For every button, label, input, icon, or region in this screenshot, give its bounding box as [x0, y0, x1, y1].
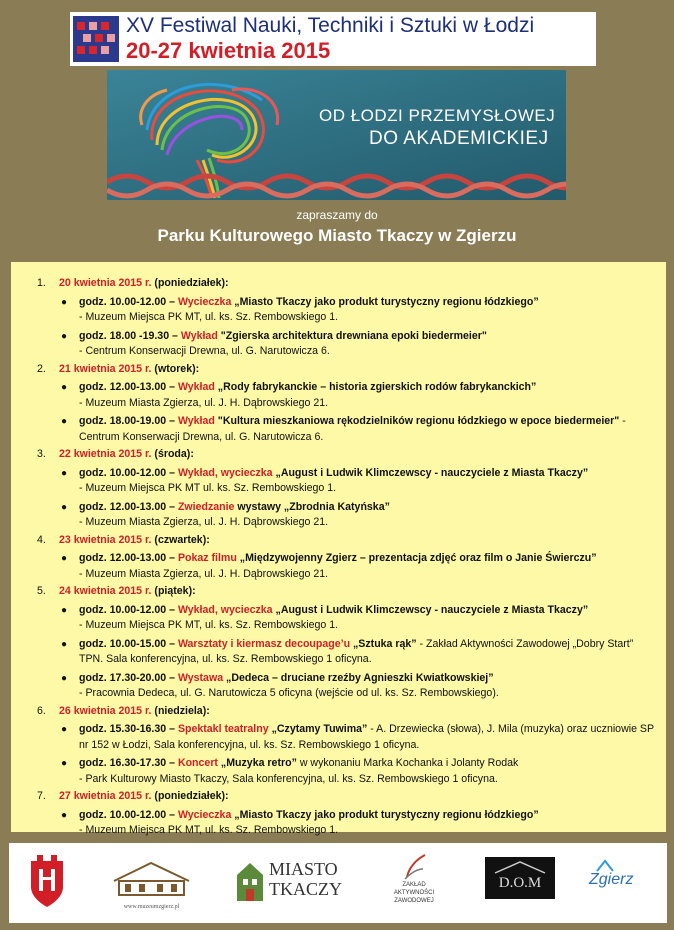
zgierz-city-text: Zgierz	[589, 871, 634, 888]
bullet-icon: ●	[61, 467, 68, 479]
festival-title: XV Festiwal Nauki, Techniki i Sztuki w Łodzi	[126, 14, 535, 37]
event-time: godz. 10.00-12.00 –	[79, 808, 175, 821]
museum-url: www.muzeumzgierz.pl	[123, 904, 180, 910]
program-day	[31, 362, 656, 446]
day-heading	[31, 789, 656, 805]
day-date: 23 kwietnia 2015 r.	[59, 533, 152, 546]
event-item	[31, 551, 656, 582]
event-type: Wystawa	[177, 671, 224, 684]
event-title: „Czytamy Tuwima”	[271, 723, 368, 735]
event-item	[31, 808, 656, 839]
dom-logo-text: D.O.M	[498, 875, 542, 891]
event-item	[31, 603, 656, 634]
banner-line1: OD ŁODZI PRZEMYSŁOWEJ	[319, 106, 556, 125]
day-date: 24 kwietnia 2015 r.	[59, 585, 152, 597]
bullet-icon: ●	[61, 501, 68, 513]
event-item	[31, 756, 656, 787]
event-title: „Miasto Tkaczy jako produkt turystyczny regionu łódzkiego”	[234, 295, 539, 308]
program-day	[31, 447, 656, 531]
day-of-week: (środa):	[154, 448, 194, 460]
bullet-icon: ●	[61, 330, 68, 342]
zaz-logo-icon	[399, 851, 429, 881]
day-number: 1.	[37, 277, 46, 289]
event-location: - Muzeum Miejsca PK MT, ul. ks. Sz. Rembowskiego 1.	[79, 619, 339, 631]
event-details: - Centrum Konserwacji Drewna, ul. G. Narutowicza 6.	[79, 415, 626, 443]
program-day	[31, 533, 656, 583]
event-time: godz. 15.30-16.30 –	[79, 723, 175, 735]
zaz-line1: ZAKŁAD	[402, 882, 426, 888]
day-of-week: (poniedziałek):	[154, 790, 229, 802]
sponsor-logos	[9, 843, 667, 923]
day-heading	[31, 276, 656, 292]
zaz-logo	[379, 851, 449, 911]
day-heading	[31, 447, 656, 463]
event-title: „Muzyka retro”	[220, 757, 297, 769]
event-item	[31, 637, 656, 668]
banner-line2: DO AKADEMICKIEJ	[369, 128, 549, 149]
event-details: - A. Drzewiecka (słowa), J. Mila (muzyka) oraz uczniowie SP nr 152 w Łodzi, Sala konferencyjna, ul. ks. Sz. Rembowskiego 1 oficyna.	[79, 723, 654, 751]
festival-header	[70, 12, 596, 66]
event-location: - Muzeum Miejsca PK MT, ul. ks. Sz. Rembowskiego 1.	[79, 311, 339, 323]
day-date: 26 kwietnia 2015 r.	[59, 704, 152, 717]
zaz-line2: AKTYWNOŚCI	[393, 890, 435, 896]
event-title: "Zgierska architektura drewniana epoki biedermeier"	[220, 329, 487, 342]
event-item	[31, 671, 656, 702]
event-type: Wykład	[180, 329, 218, 342]
event-title: „August i Ludwik Klimczewscy - nauczyciele z Miasta Tkaczy”	[275, 466, 589, 479]
day-date: 27 kwietnia 2015 r.	[59, 790, 152, 802]
dom-logo	[485, 857, 555, 899]
event-time: godz. 16.30-17.30 –	[79, 757, 175, 769]
day-of-week: (wtorek):	[154, 362, 200, 375]
event-type: Wykład	[177, 381, 215, 393]
event-type: Pokaz filmu	[177, 552, 237, 564]
event-time: godz. 10.00-15.00 –	[79, 637, 175, 650]
event-details: - Zakład Aktywności Zawodowej „Dobry Start” TPN. Sala konferencyjna, ul. ks. Sz. Rembowskiego 1 oficyna.	[79, 637, 634, 665]
event-item	[31, 500, 656, 531]
event-location: - Pracownia Dedeca, ul. G. Narutowicza 5 oficyna (wejście od ul. ks. Sz. Rembowskiego).	[79, 687, 499, 699]
event-time: godz. 18.00 -19.30 –	[79, 329, 178, 342]
event-location: - Muzeum Miasta Zgierza, ul. J. H. Dąbrowskiego 21.	[79, 516, 329, 528]
event-type: Wykład	[177, 415, 215, 427]
program-day	[31, 704, 656, 788]
event-title: „August i Ludwik Klimczewscy - nauczyciele z Miasta Tkaczy”	[275, 603, 589, 616]
bullet-icon: ●	[61, 724, 68, 735]
event-location: - Centrum Konserwacji Drewna, ul. G. Narutowicza 6.	[79, 345, 330, 357]
event-details: w wykonaniu Marka Kochanka i Jolanty Rodak	[299, 757, 519, 769]
event-item	[31, 380, 656, 411]
miasto-tkaczy-line2: TKACZY	[269, 879, 342, 899]
event-location: - Muzeum Miasta Zgierza, ul. J. H. Dąbrowskiego 21.	[79, 396, 329, 409]
miasto-tkaczy-logo-icon	[235, 859, 265, 903]
event-item	[31, 466, 656, 497]
day-of-week: (piątek):	[154, 585, 196, 597]
event-time: godz. 17.30-20.00 –	[79, 671, 175, 684]
festival-dates: 20-27 kwietnia 2015	[126, 38, 331, 63]
event-time: godz. 12.00-13.00 –	[79, 381, 175, 393]
event-type: Wykład, wycieczka	[177, 466, 273, 479]
event-title: „Sztuka rąk”	[353, 637, 417, 650]
invite-venue: Parku Kulturowego Miasto Tkaczy w Zgierzu	[157, 226, 517, 245]
day-date: 22 kwietnia 2015 r.	[59, 448, 152, 460]
event-location: - Muzeum Miejsca PK MT, ul. ks. Sz. Rembowskiego 1.	[79, 824, 339, 836]
event-type: Zwiedzanie	[177, 500, 235, 513]
event-item	[31, 329, 656, 360]
day-number: 5.	[37, 585, 46, 597]
event-time: godz. 18.00-19.00 –	[79, 415, 175, 427]
event-title: wystawy „Zbrodnia Katyńska”	[237, 500, 390, 513]
museum-logo	[109, 851, 194, 911]
program-day	[31, 789, 656, 839]
day-number: 2.	[37, 362, 46, 375]
event-title: „Rody fabrykanckie – historia zgierskich rodów fabrykanckich”	[217, 381, 537, 393]
day-of-week: (czwartek):	[154, 533, 210, 546]
bullet-icon: ●	[61, 758, 68, 769]
bullet-icon: ●	[61, 672, 68, 684]
event-time: godz. 10.00-12.00 –	[79, 603, 175, 616]
day-heading	[31, 362, 656, 378]
event-type: Wycieczka	[177, 295, 232, 308]
miasto-tkaczy-line1: MIASTO	[269, 859, 338, 879]
zaz-line3: ZAWODOWEJ	[394, 898, 434, 904]
zgierz-coat-of-arms-icon	[27, 851, 67, 911]
day-number: 7.	[37, 790, 46, 802]
day-heading	[31, 704, 656, 720]
program-day	[31, 276, 656, 360]
event-title: „Dedeca – druciane rzeźby Agnieszki Kwiatkowskiej”	[226, 671, 494, 684]
bullet-icon: ●	[61, 416, 68, 427]
event-location: - Muzeum Miejsca PK MT ul. ks. Sz. Rembowskiego 1.	[79, 482, 337, 494]
event-time: godz. 12.00-13.00 –	[79, 500, 175, 513]
museum-building-icon	[109, 851, 194, 899]
event-title: "Kultura mieszkaniowa rękodzielników regionu łódzkiego w epoce biedermeier"	[217, 415, 620, 427]
invite-intro: zapraszamy do	[296, 208, 378, 222]
dom-logo-icon	[485, 857, 555, 877]
day-heading	[31, 533, 656, 549]
event-time: godz. 10.00-12.00 –	[79, 295, 175, 308]
program-day	[31, 584, 656, 702]
day-heading	[31, 584, 656, 600]
event-type: Warsztaty i kiermasz decoupage’u	[177, 637, 351, 650]
event-location: - Park Kulturowy Miasto Tkaczy, Sala konferencyjna, ul. ks. Sz. Rembowskiego 1 oficyna.	[79, 772, 498, 785]
festival-logo-icon	[73, 16, 119, 62]
bullet-icon: ●	[61, 638, 68, 650]
event-title: „Miasto Tkaczy jako produkt turystyczny regionu łódzkiego”	[234, 808, 539, 821]
event-type: Spektakl teatralny	[177, 723, 269, 735]
event-item	[31, 414, 656, 445]
bullet-icon: ●	[61, 382, 68, 393]
festival-banner	[107, 70, 566, 200]
day-number: 6.	[37, 704, 46, 717]
event-item	[31, 295, 656, 326]
day-date: 20 kwietnia 2015 r.	[59, 277, 152, 289]
bullet-icon: ●	[61, 296, 68, 308]
day-of-week: (poniedziałek):	[154, 277, 229, 289]
day-number: 4.	[37, 533, 46, 546]
event-type: Wycieczka	[177, 808, 232, 821]
event-time: godz. 10.00-12.00 –	[79, 466, 175, 479]
day-date: 21 kwietnia 2015 r.	[59, 362, 152, 375]
day-of-week: (niedziela):	[154, 704, 210, 717]
event-type: Koncert	[177, 757, 218, 769]
bullet-icon: ●	[61, 553, 68, 564]
event-location: - Muzeum Miasta Zgierza, ul. J. H. Dąbrowskiego 21.	[79, 567, 329, 580]
day-number: 3.	[37, 448, 46, 460]
miasto-tkaczy-logo	[235, 851, 345, 911]
program-schedule	[11, 262, 666, 836]
event-title: „Międzywojenny Zgierz – prezentacja zdjęć oraz film o Janie Świerczu”	[239, 552, 597, 564]
bullet-icon: ●	[61, 604, 68, 616]
bullet-icon: ●	[61, 809, 68, 821]
zgierz-city-logo	[589, 859, 649, 919]
event-time: godz. 12.00-13.00 –	[79, 552, 175, 564]
event-item	[31, 722, 656, 753]
event-type: Wykład, wycieczka	[177, 603, 273, 616]
